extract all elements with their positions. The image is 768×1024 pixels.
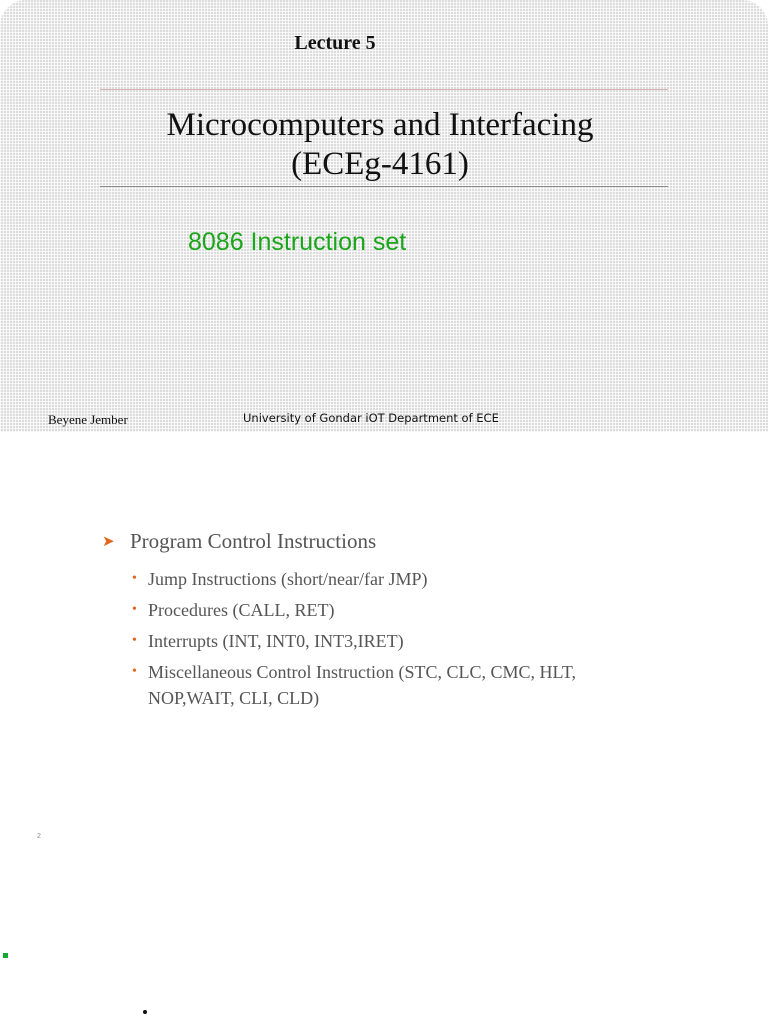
list-item: • Miscellaneous Control Instruction (STC, CLC, CMC, HLT, NOP,WAIT, CLI, CLD) — [132, 659, 602, 711]
title-slide — [0, 0, 768, 432]
instruction-list — [132, 566, 602, 716]
dot-bullet-icon: • — [132, 633, 137, 648]
content-slide — [0, 432, 768, 1024]
section-heading-text: Program Control Instructions — [130, 529, 377, 553]
section-heading — [102, 529, 376, 554]
title-divider-bottom — [100, 186, 668, 187]
dot-bullet-icon: • — [132, 602, 137, 617]
list-item: • Procedures (CALL, RET) — [132, 597, 602, 623]
dot-bullet-icon: • — [132, 571, 137, 586]
list-item: • Jump Instructions (short/near/far JMP) — [132, 566, 602, 592]
page-number: 2 — [37, 833, 41, 840]
title-divider-top — [100, 89, 668, 90]
footer-department: University of Gondar iOT Department of ECE — [243, 411, 499, 425]
arrow-bullet-icon: ➤ — [102, 534, 115, 550]
list-item: • Interrupts (INT, INT0, INT3,IRET) — [132, 628, 602, 654]
lecture-subtitle: 8086 Instruction set — [188, 228, 407, 256]
course-title — [60, 106, 700, 184]
green-square-marker — [3, 953, 8, 958]
dot-bullet-icon: • — [132, 664, 137, 679]
course-title-line-1: Microcomputers and Interfacing — [166, 107, 594, 143]
course-title-line-2: (ECEg-4161) — [291, 146, 469, 182]
lecture-number: Lecture 5 — [294, 32, 376, 54]
footer-author: Beyene Jember — [48, 412, 128, 427]
dot-marker — [143, 1010, 147, 1014]
